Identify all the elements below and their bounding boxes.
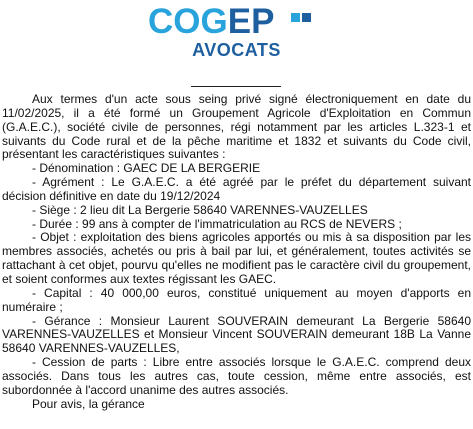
notice-duree: - Durée : 99 ans à compter de l'immatriculation au RCS de NEVERS ; [32, 216, 402, 231]
logo-arrow-icon [291, 10, 321, 30]
cogep-logo [0, 4, 473, 64]
notice-denomination: - Dénomination : GAEC DE LA BERGERIE [32, 161, 261, 176]
logo-subtitle: AVOCATS [192, 40, 281, 60]
notice-cession: - Cession de parts : Libre entre associés lorsque le G.A.E.C. comprend deux associés. Dans tous les autres cas, toute cession, même entre associés, est subordonnée à l'accord unanime des autres associés. [2, 355, 471, 397]
logo-name-part1: COG [148, 2, 228, 41]
notice-agrement: - Agrément : Le G.A.E.C. a été agréé par le préfet du département suivant décision définitive en date du 19/12/2024 [2, 175, 471, 203]
logo-wordmark [148, 4, 325, 40]
notice-gerance: - Gérance : Monsieur Laurent SOUVERAIN demeurant La Bergerie 58640 VARENNES-VAUZELLES et Monsieur Vincent SOUVERAIN demeurant 18B La Vanne 58640 VARENNES-VAUZELLES, [2, 313, 471, 356]
notice-intro: Aux termes d'un acte sous seing privé signé électroniquement en date du 11/02/2025, il a été formé un Groupement Agricole d'Exploitation en Commun (G.A.E.C.), société civile de personnes, régi notamment par les articles L.323-1 et suivants du Code rural et de la pêche maritime et 1832 et suivants du Code civil, présentant les caractéristiques suivantes : [2, 92, 471, 162]
notice-objet: - Objet : exploitation des biens agricoles apportés ou mis à sa disposition par les membres associés, achetés ou pris à bail par lui, et généralement, toutes activités se rattachant à cet objet, pourvu qu'elles ne modifient pas le caractère civil du groupement, et soient conformes aux textes régissant les GAEC. [2, 230, 471, 286]
notice-capital: - Capital : 40 000,00 euros, constitué uniquement au moyen d'apports en numéraire ; [2, 285, 471, 314]
notice-signature: Pour avis, la gérance [32, 396, 145, 411]
logo-name-part2: EP [227, 2, 275, 41]
notice-siege: - Siège : 2 lieu dit La Bergerie 58640 VARENNES-VAUZELLES [32, 202, 368, 217]
title-separator [191, 86, 281, 87]
legal-notice [2, 93, 471, 411]
